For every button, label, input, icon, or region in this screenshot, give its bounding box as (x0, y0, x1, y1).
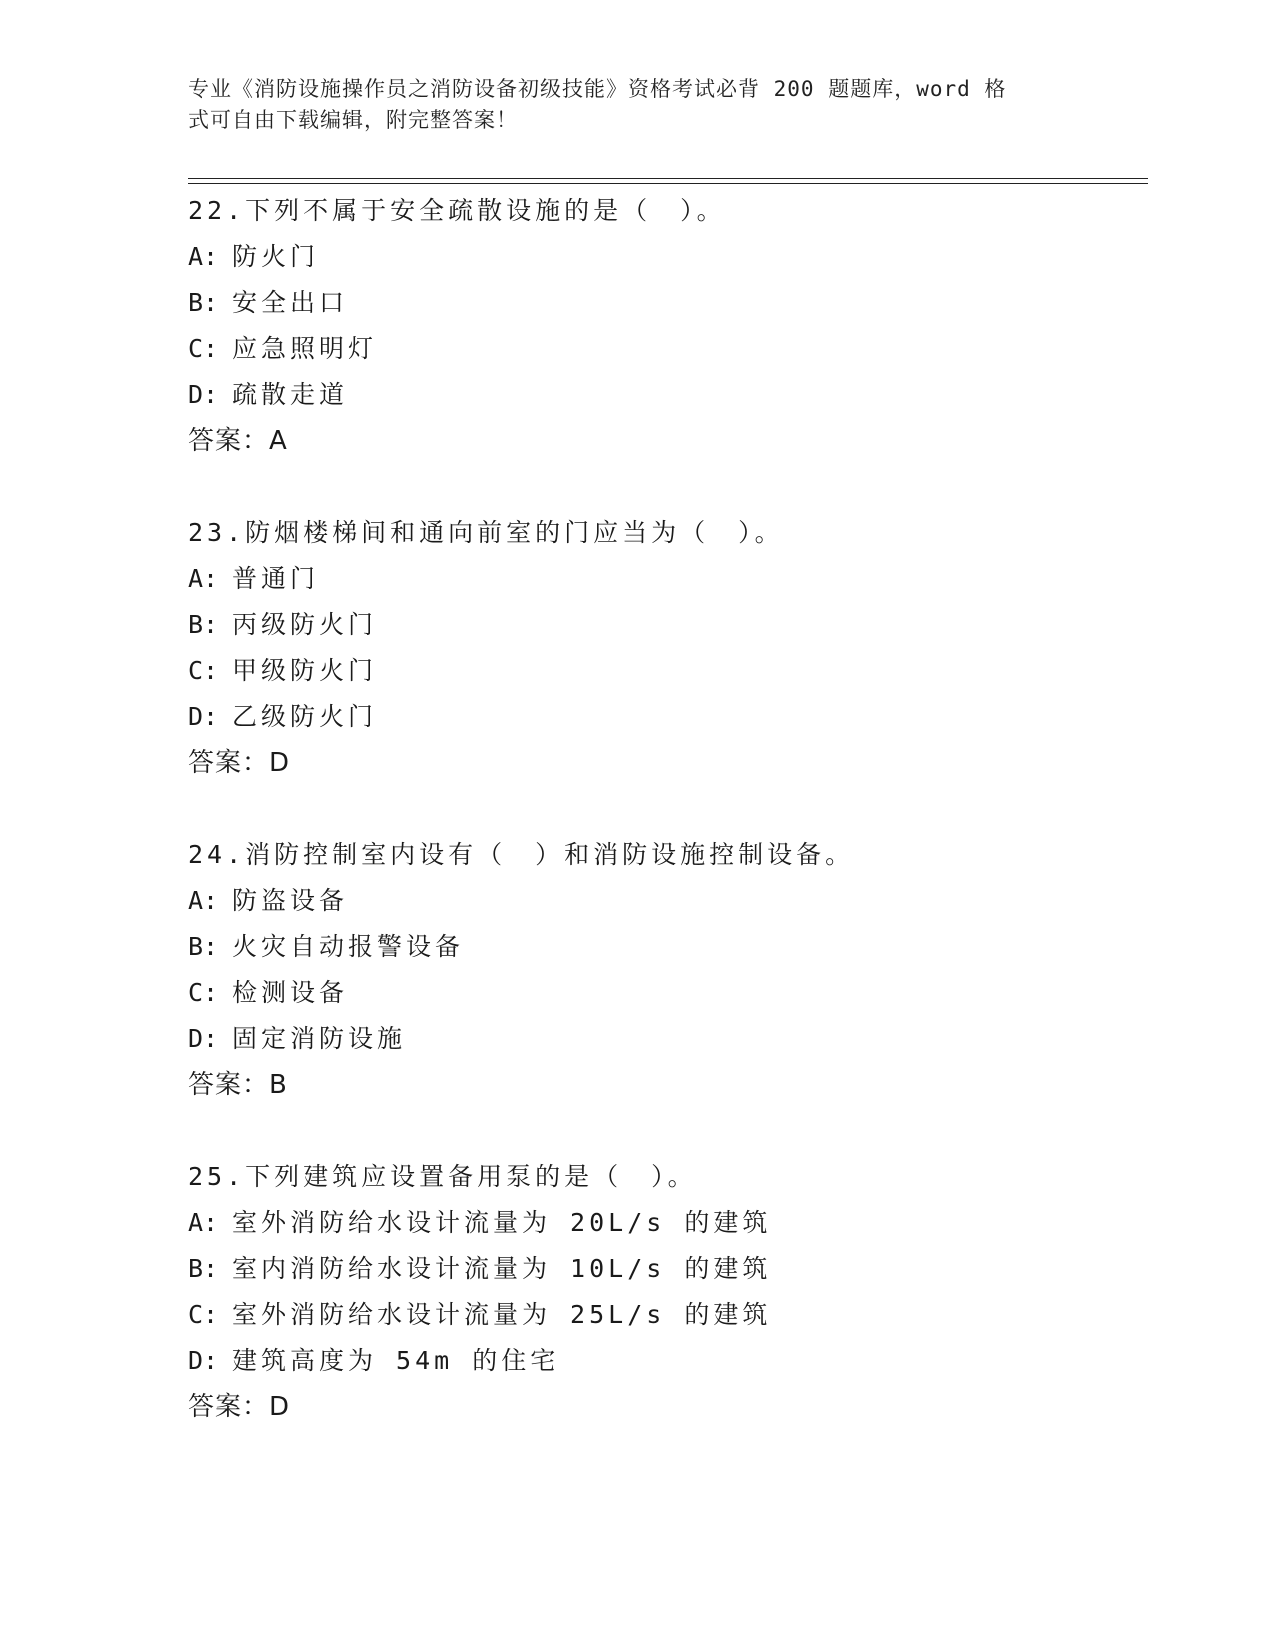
option-c (188, 648, 1088, 694)
option-text: 室内消防给水设计流量为 10L/s 的建筑 (232, 1254, 772, 1283)
option-c (188, 326, 1088, 372)
option-letter: C: (188, 656, 219, 685)
option-letter: A: (188, 886, 219, 915)
answer-line: 答案：D (188, 1392, 291, 1422)
option-letter: D: (188, 1346, 219, 1375)
option-d (188, 372, 1088, 418)
option-c (188, 1292, 1088, 1338)
option-text: 室外消防给水设计流量为 20L/s 的建筑 (232, 1208, 772, 1237)
option-text: 应急照明灯 (232, 334, 378, 363)
answer-line: 答案：A (188, 426, 288, 456)
answer-line: 答案：B (188, 1070, 288, 1100)
option-letter: A: (188, 1208, 219, 1237)
option-text: 检测设备 (232, 978, 349, 1007)
option-letter: C: (188, 978, 219, 1007)
option-d (188, 694, 1088, 740)
option-letter: C: (188, 334, 219, 363)
header-line-1: 专业《消防设施操作员之消防设备初级技能》资格考试必背 200 题题库，word 格 (188, 77, 1007, 101)
option-text: 甲级防火门 (232, 656, 378, 685)
option-a (188, 556, 1088, 602)
question-22 (188, 188, 1088, 464)
option-text: 乙级防火门 (232, 702, 378, 731)
answer-line: 答案：D (188, 748, 291, 778)
option-c (188, 970, 1088, 1016)
option-letter: B: (188, 288, 219, 317)
option-a (188, 878, 1088, 924)
option-d (188, 1338, 1088, 1384)
option-text: 普通门 (232, 564, 320, 593)
header-line-2: 式可自由下载编辑，附完整答案！ (188, 108, 518, 132)
option-letter: D: (188, 1024, 219, 1053)
option-b (188, 602, 1088, 648)
header-divider-top (188, 178, 1148, 179)
option-a (188, 1200, 1088, 1246)
option-b (188, 1246, 1088, 1292)
question-list (188, 188, 1088, 1476)
option-text: 固定消防设施 (232, 1024, 407, 1053)
option-d (188, 1016, 1088, 1062)
option-text: 建筑高度为 54m 的住宅 (232, 1346, 560, 1375)
option-text: 防火门 (232, 242, 320, 271)
question-24 (188, 832, 1088, 1108)
option-text: 丙级防火门 (232, 610, 378, 639)
question-stem: 22.下列不属于安全疏散设施的是（ ）。 (188, 196, 726, 225)
option-b (188, 924, 1088, 970)
option-text: 安全出口 (232, 288, 349, 317)
option-letter: D: (188, 380, 219, 409)
option-letter: C: (188, 1300, 219, 1329)
question-23 (188, 510, 1088, 786)
header-divider-bottom (188, 183, 1148, 184)
option-letter: B: (188, 610, 219, 639)
option-letter: A: (188, 242, 219, 271)
document-header (188, 74, 1068, 136)
option-letter: D: (188, 702, 219, 731)
option-a (188, 234, 1088, 280)
question-stem: 23.防烟楼梯间和通向前室的门应当为（ ）。 (188, 518, 784, 547)
option-letter: A: (188, 564, 219, 593)
question-stem: 24.消防控制室内设有（ ）和消防设施控制设备。 (188, 840, 855, 869)
option-b (188, 280, 1088, 326)
option-letter: B: (188, 932, 219, 961)
question-25 (188, 1154, 1088, 1430)
option-text: 疏散走道 (232, 380, 349, 409)
question-stem: 25.下列建筑应设置备用泵的是（ ）。 (188, 1162, 697, 1191)
option-text: 防盗设备 (232, 886, 349, 915)
option-text: 火灾自动报警设备 (232, 932, 465, 961)
option-text: 室外消防给水设计流量为 25L/s 的建筑 (232, 1300, 772, 1329)
option-letter: B: (188, 1254, 219, 1283)
